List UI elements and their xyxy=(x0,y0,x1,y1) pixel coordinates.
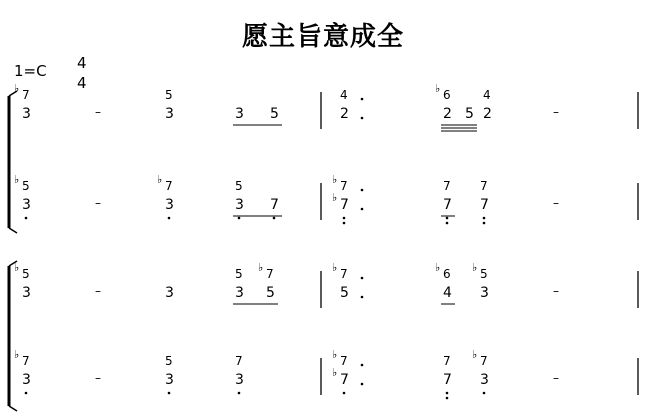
jianpu-note: 4 xyxy=(483,88,491,102)
jianpu-note: 7 xyxy=(340,197,349,213)
jianpu-note: 3 xyxy=(480,285,489,301)
jianpu-note: 7 xyxy=(443,179,451,193)
flat-sign: ♭ xyxy=(332,191,338,204)
low-octave-dot xyxy=(168,217,171,220)
flat-sign: ♭ xyxy=(157,173,163,186)
jianpu-note: 4 xyxy=(340,88,348,102)
jianpu-note: 3 xyxy=(480,372,489,388)
jianpu-note: 7 xyxy=(235,354,243,368)
augmentation-dot xyxy=(361,296,364,299)
jianpu-note: 6 xyxy=(443,267,451,281)
flat-sign: ♭ xyxy=(258,261,264,274)
jianpu-note: 5 xyxy=(480,267,488,281)
jianpu-note: 7 xyxy=(266,267,274,281)
augmentation-dot xyxy=(361,364,364,367)
jianpu-note: 7 xyxy=(443,354,451,368)
system-bracket-hook xyxy=(9,406,17,411)
jianpu-note: 3 xyxy=(165,285,174,301)
jianpu-note: 3 xyxy=(165,372,174,388)
low-octave-dot xyxy=(483,392,486,395)
jianpu-note: 3 xyxy=(235,197,244,213)
low-octave-dot xyxy=(343,217,346,220)
jianpu-note: 3 xyxy=(235,106,244,122)
low-octave-dot xyxy=(168,392,171,395)
jianpu-note: 3 xyxy=(22,197,31,213)
jianpu-note: 7 xyxy=(443,197,452,213)
jianpu-note: 5 xyxy=(340,285,349,301)
low-octave-dot xyxy=(25,217,28,220)
dash-sustain: – xyxy=(95,105,101,119)
jianpu-note: 5 xyxy=(235,179,243,193)
low-octave-dot xyxy=(238,392,241,395)
jianpu-note: 3 xyxy=(235,285,244,301)
jianpu-note: 3 xyxy=(22,106,31,122)
time-signature-bottom: 4 xyxy=(77,74,87,92)
jianpu-note: 3 xyxy=(22,372,31,388)
jianpu-note: 7 xyxy=(270,197,279,213)
dash-sustain: – xyxy=(553,105,559,119)
jianpu-note: 7 xyxy=(443,372,452,388)
low-octave-dot xyxy=(483,222,486,225)
jianpu-note: 5 xyxy=(235,267,243,281)
jianpu-note: 3 xyxy=(165,106,174,122)
flat-sign: ♭ xyxy=(472,348,478,361)
jianpu-note: 5 xyxy=(22,179,30,193)
jianpu-note: 2 xyxy=(483,106,492,122)
jianpu-note: 7 xyxy=(340,372,349,388)
jianpu-note: 3 xyxy=(235,372,244,388)
jianpu-note: 2 xyxy=(340,106,349,122)
dash-sustain: – xyxy=(553,371,559,385)
jianpu-note: 2 xyxy=(443,106,452,122)
flat-sign: ♭ xyxy=(332,173,338,186)
low-octave-dot xyxy=(446,217,449,220)
jianpu-note: 7 xyxy=(22,88,30,102)
dash-sustain: – xyxy=(553,196,559,210)
flat-sign: ♭ xyxy=(332,348,338,361)
jianpu-note: 7 xyxy=(165,179,173,193)
low-octave-dot xyxy=(343,392,346,395)
jianpu-note: 7 xyxy=(480,197,489,213)
dash-sustain: – xyxy=(95,196,101,210)
flat-sign: ♭ xyxy=(14,173,20,186)
dash-sustain: – xyxy=(553,284,559,298)
flat-sign: ♭ xyxy=(14,261,20,274)
augmentation-dot xyxy=(361,277,364,280)
flat-sign: ♭ xyxy=(332,366,338,379)
song-title: 愿主旨意成全 xyxy=(241,22,404,52)
jianpu-note: 7 xyxy=(340,267,348,281)
jianpu-note: 5 xyxy=(465,106,474,122)
low-octave-dot xyxy=(343,222,346,225)
jianpu-note: 4 xyxy=(443,285,452,301)
jianpu-note: 7 xyxy=(340,179,348,193)
low-octave-dot xyxy=(446,397,449,400)
flat-sign: ♭ xyxy=(14,348,20,361)
dash-sustain: – xyxy=(95,284,101,298)
low-octave-dot xyxy=(238,217,241,220)
jianpu-note: 5 xyxy=(22,267,30,281)
low-octave-dot xyxy=(273,217,276,220)
augmentation-dot xyxy=(361,117,364,120)
augmentation-dot xyxy=(361,208,364,211)
key-signature: 1=C xyxy=(14,62,47,80)
jianpu-note: 7 xyxy=(340,354,348,368)
flat-sign: ♭ xyxy=(435,82,441,95)
augmentation-dot xyxy=(361,189,364,192)
jianpu-note: 7 xyxy=(22,354,30,368)
flat-sign: ♭ xyxy=(472,261,478,274)
flat-sign: ♭ xyxy=(435,261,441,274)
jianpu-note: 5 xyxy=(165,354,173,368)
jianpu-note: 5 xyxy=(165,88,173,102)
jianpu-note: 7 xyxy=(480,354,488,368)
augmentation-dot xyxy=(361,98,364,101)
time-signature-top: 4 xyxy=(77,54,87,72)
augmentation-dot xyxy=(361,383,364,386)
jianpu-note: 5 xyxy=(270,106,279,122)
flat-sign: ♭ xyxy=(14,82,20,95)
low-octave-dot xyxy=(483,217,486,220)
jianpu-note: 6 xyxy=(443,88,451,102)
system-bracket-hook xyxy=(9,228,17,233)
jianpu-note: 3 xyxy=(22,285,31,301)
low-octave-dot xyxy=(446,222,449,225)
low-octave-dot xyxy=(25,392,28,395)
jianpu-note: 3 xyxy=(165,197,174,213)
flat-sign: ♭ xyxy=(332,261,338,274)
low-octave-dot xyxy=(446,392,449,395)
jianpu-note: 5 xyxy=(266,285,275,301)
dash-sustain: – xyxy=(95,371,101,385)
jianpu-note: 7 xyxy=(480,179,488,193)
